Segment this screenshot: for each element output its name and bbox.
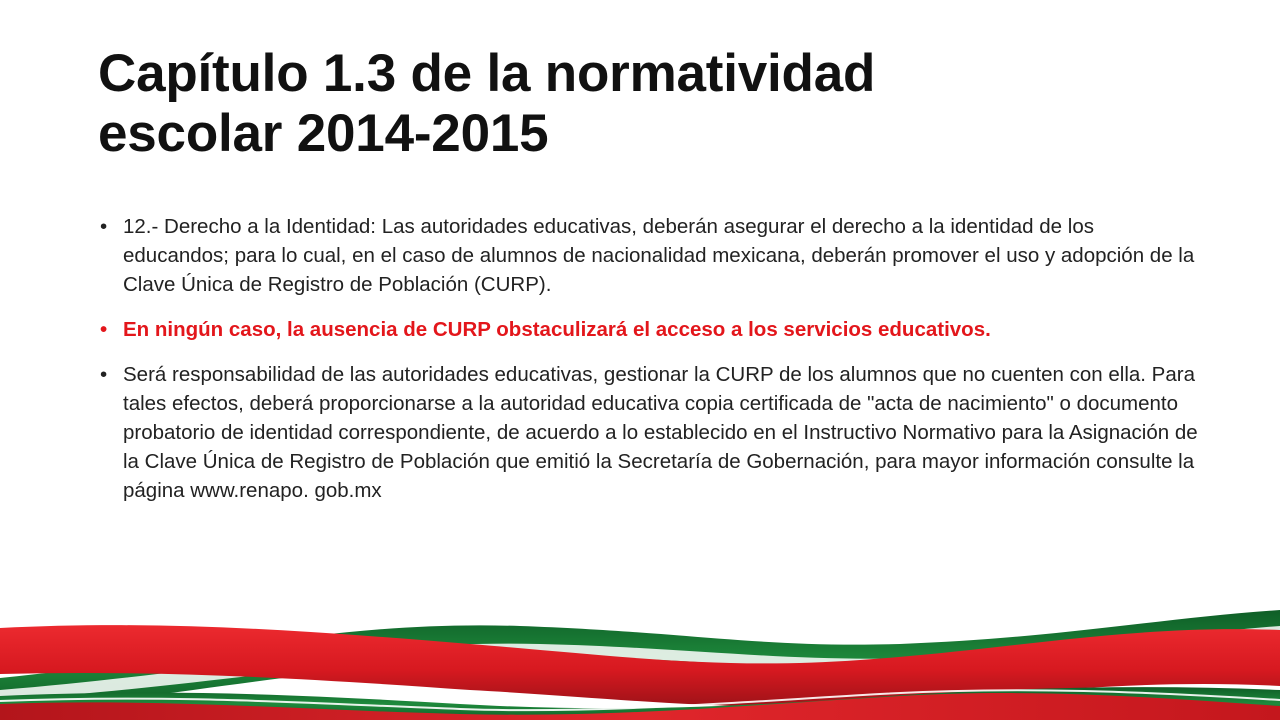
- bullet-text: En ningún caso, la ausencia de CURP obstaculizará el acceso a los servicios educativos.: [123, 318, 991, 341]
- tricolor-ribbon-icon: [0, 600, 1280, 720]
- bullet-curp-responsibility: [98, 360, 1198, 505]
- bullet-dot-icon: •: [100, 215, 108, 238]
- slide-title: [98, 44, 1198, 164]
- bullet-text: 12.- Derecho a la Identidad: Las autoridades educativas, deberán asegurar el derecho a la identidad de los educandos; para lo cual, en el caso de alumnos de nacionalidad mexicana, deberán promover el uso y adopción de la Clave Única de Registro de Población (CURP).: [123, 215, 1195, 296]
- bullet-list: [98, 212, 1198, 521]
- bullet-curp-warning: [98, 315, 1198, 344]
- bullet-dot-icon: •: [100, 318, 108, 341]
- bullet-identity-right: [98, 212, 1198, 299]
- title-line-2: escolar 2014-2015: [98, 104, 549, 163]
- bullet-dot-icon: •: [100, 363, 108, 386]
- bullet-text: Será responsabilidad de las autoridades educativas, gestionar la CURP de los alumnos que no cuenten con ella. Para tales efectos, deberá proporcionarse a la autoridad educativa copia certificada de "acta de nacimiento" o documento probatorio de identidad correspondiente, de acuerdo a lo establecido en el Instructivo Normativo para la Asignación de la Clave Única de Registro de Población que emitió la Secretaría de Gobernación, para mayor información consulte la página www.renapo. gob.mx: [123, 363, 1198, 502]
- title-line-1: Capítulo 1.3 de la normatividad: [98, 44, 876, 103]
